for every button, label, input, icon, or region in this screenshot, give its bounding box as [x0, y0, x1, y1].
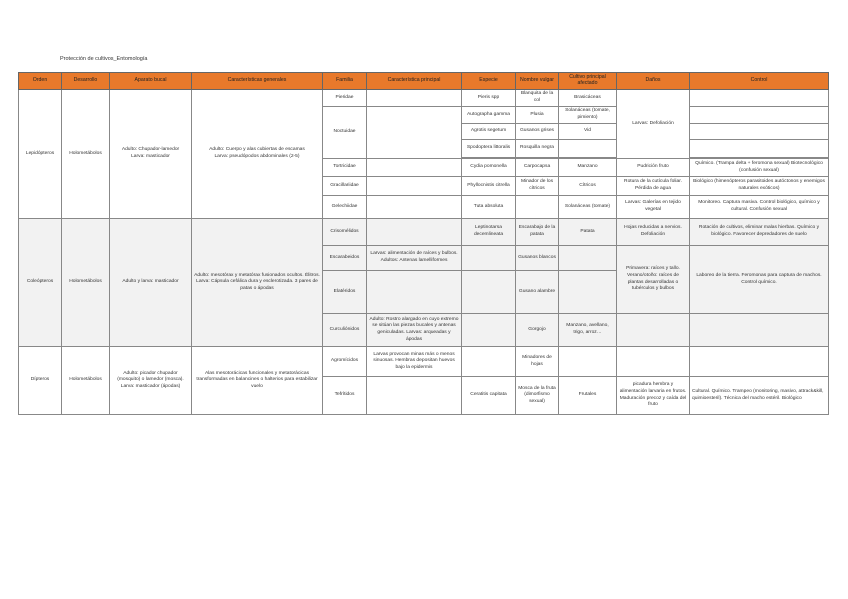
col-header[interactable]: Características generales — [192, 73, 323, 90]
cell-caracteristicas[interactable]: Alas mesotorácicas funcionales y metatorácicas transformadas en balancines o halterios para estabilizar vuelo — [192, 347, 323, 415]
page-title: Protección de cultivos_Entomología — [60, 56, 148, 62]
cell-especie[interactable]: Pieris spp — [462, 90, 516, 107]
table-row — [19, 90, 829, 107]
cell-cultivo[interactable]: Cítricos — [559, 177, 617, 196]
header-row — [19, 73, 829, 90]
cell-caracteristica[interactable] — [367, 271, 462, 314]
table-row — [19, 219, 829, 246]
cell-nombre[interactable]: Minadores de hojas — [516, 347, 559, 377]
cell-danos[interactable]: picadura hembra y alimentación larvaria en frutos. Maduración precoz y caída del fruto — [617, 377, 690, 415]
cell-especie[interactable]: Spodoptera littoralis — [462, 140, 516, 158]
cell-control[interactable] — [690, 314, 829, 347]
cell-especie[interactable] — [462, 314, 516, 347]
cell-caracteristica[interactable] — [367, 107, 462, 159]
cell-nombre[interactable] — [516, 196, 559, 219]
cell-danos[interactable]: Primavera: raíces y tallo. Verano/otoño: raíces de plantas desarrolladas o tubérculos y bulbos — [617, 246, 690, 314]
cell-nombre[interactable]: Plusia — [516, 107, 559, 124]
cell-cultivo[interactable]: Patata — [559, 219, 617, 246]
cell-control[interactable]: Biológico (himenópteros parasitoides autóctonos y enemigos naturales exóticos) — [690, 177, 829, 196]
cell-especie[interactable]: Phyllocnistis citrella — [462, 177, 516, 196]
cell-nombre[interactable]: Escarabajo de la patata — [516, 219, 559, 246]
cell-cultivo[interactable] — [559, 347, 617, 377]
cell-desarrollo[interactable]: Holometábolos — [62, 347, 110, 415]
cell-caracteristica[interactable] — [367, 177, 462, 196]
cell-especie[interactable]: Tuta absoluta — [462, 196, 516, 219]
cell-especie[interactable] — [462, 347, 516, 377]
cell-danos[interactable] — [617, 314, 690, 347]
cell-familia[interactable]: Tefrítidos — [323, 377, 367, 415]
cell-desarrollo[interactable]: Holometábolos — [62, 219, 110, 347]
table-row — [19, 347, 829, 377]
cell-aparato[interactable]: Adulto: picador chupador (mosquito) o lamedor (mosca). Larva: masticador (ápodas) — [110, 347, 192, 415]
cell-danos[interactable]: Hojas reducidas a nervios. Defoliación — [617, 219, 690, 246]
cell-control[interactable]: Químico. (Trampa delta + feromona sexual) Biotecnológico (confusión sexual) — [690, 159, 829, 177]
cell-caracteristica[interactable] — [367, 159, 462, 177]
cell-control[interactable] — [690, 140, 829, 158]
cell-especie[interactable]: Cydia pomonella — [462, 159, 516, 177]
cell-especie[interactable]: Ceratitis capitata — [462, 377, 516, 415]
cell-danos[interactable]: Larvas: Defoliación — [617, 90, 690, 159]
cell-caracteristicas[interactable]: Adulto: mesotórax y metatórax fusionados ocultos. Élitros. Larva: Cápsula cefálica dura y esclerotizada. 3 pares de patas o ápodas — [192, 219, 323, 347]
cell-caracteristica[interactable]: Adulto: Rostro alargado en cuyo extremo se sitúan las piezas bucales y antenas geniculadas. Larvas: arqueadas y ápodas — [367, 314, 462, 347]
cell-cultivo[interactable]: Vid — [559, 124, 617, 140]
col-header[interactable]: Especie — [462, 73, 516, 90]
cell-familia[interactable]: Escarabeidos — [323, 246, 367, 271]
cell-cultivo[interactable] — [559, 140, 617, 158]
cell-familia[interactable]: Agromícidos — [323, 347, 367, 377]
cell-nombre[interactable]: Mosca de la fruta (dimorfismo sexual) — [516, 377, 559, 415]
cell-danos[interactable]: Larvas: Galerías en tejido vegetal — [617, 196, 690, 219]
cell-caracteristica[interactable]: Larvas: alimentación de raíces y bulbos. Adultos: Antenas lamelliformes — [367, 246, 462, 271]
cell-orden[interactable]: Dípteros — [19, 347, 62, 415]
cell-caracteristica[interactable] — [367, 196, 462, 219]
cell-orden[interactable]: Lepidópteros — [19, 90, 62, 219]
cell-familia[interactable]: Gelechiidae — [323, 196, 367, 219]
cell-especie[interactable] — [462, 271, 516, 314]
cell-control[interactable]: Cultural. Químico. Trampeo (monitoring, masivo, attrack&kill, quimioesteril). Técnica del macho estéril. Biológico — [690, 377, 829, 415]
cell-familia[interactable]: Elatéridos — [323, 271, 367, 314]
cell-nombre[interactable]: Gusano alambre — [516, 271, 559, 314]
cell-control[interactable]: Monitoreo. Captura masiva. Control biológico, químico y cultural. Confusión sexual — [690, 196, 829, 219]
cell-nombre[interactable]: Gusanos blancos — [516, 246, 559, 271]
cell-familia[interactable]: Pieridae — [323, 90, 367, 107]
cell-danos[interactable]: Rotura de la cutícula foliar. Pérdida de agua — [617, 177, 690, 196]
cell-especie[interactable]: Agrotis segetum — [462, 124, 516, 140]
cell-danos[interactable]: Pudrición fruto — [617, 159, 690, 177]
cell-cultivo[interactable]: Solanáceas (tomate) — [559, 196, 617, 219]
col-header[interactable]: Orden — [19, 73, 62, 90]
cell-especie[interactable] — [462, 246, 516, 271]
col-header[interactable]: Daños — [617, 73, 690, 90]
cell-especie[interactable]: Autographa gamma — [462, 107, 516, 124]
col-header[interactable]: Familia — [323, 73, 367, 90]
col-header[interactable]: Característica principal — [367, 73, 462, 90]
cell-control[interactable] — [690, 124, 829, 140]
cell-orden[interactable]: Coleópteros — [19, 219, 62, 347]
cell-cultivo[interactable]: Brasicáceas — [559, 90, 617, 107]
cell-familia[interactable]: Curculiónidos — [323, 314, 367, 347]
cell-caracteristica[interactable] — [367, 90, 462, 107]
cell-caracteristicas[interactable]: Adulto: Cuerpo y alas cubiertas de escamas Larva: pseudópodos abdominales (2-5) — [192, 90, 323, 219]
cell-familia[interactable]: Crisomélidos — [323, 219, 367, 246]
entomology-table — [18, 72, 829, 415]
col-header[interactable]: Control — [690, 73, 829, 90]
cell-nombre[interactable]: Rosquilla negra — [516, 140, 559, 158]
col-header[interactable]: Desarrollo — [62, 73, 110, 90]
cell-nombre[interactable]: Carpocapsa — [516, 159, 559, 177]
cell-caracteristica[interactable] — [367, 219, 462, 246]
cell-control[interactable] — [690, 347, 829, 377]
cell-control[interactable] — [690, 107, 829, 124]
cell-cultivo[interactable] — [559, 246, 617, 271]
cell-control[interactable]: Laboreo de la tierra. Feromonas para captura de machos. Control químico. — [690, 246, 829, 314]
cell-caracteristica[interactable] — [367, 377, 462, 415]
cell-control[interactable] — [690, 90, 829, 107]
cell-danos[interactable] — [617, 347, 690, 377]
cell-nombre[interactable]: Gusanos grises — [516, 124, 559, 140]
cell-cultivo[interactable]: Solanáceas (tomate, pimiento) — [559, 107, 617, 124]
cell-aparato[interactable]: Adulto: Chupador-lamedor Larva: masticador — [110, 90, 192, 219]
cell-nombre[interactable]: Blanquita de la col — [516, 90, 559, 107]
col-header[interactable]: Cultivo principal afectado — [559, 73, 617, 90]
cell-cultivo[interactable] — [559, 271, 617, 314]
cell-caracteristica[interactable]: Larvas provocan minas más o menos sinuosas. Hembras depositan huevos bajo la epidermis — [367, 347, 462, 377]
cell-aparato[interactable]: Adulto y larva: masticador — [110, 219, 192, 347]
col-header[interactable]: Nombre vulgar — [516, 73, 559, 90]
cell-cultivo[interactable]: Frutales — [559, 377, 617, 415]
cell-familia[interactable]: Tortricidae — [323, 159, 367, 177]
cell-cultivo[interactable]: Manzano — [559, 159, 617, 177]
cell-nombre[interactable]: Gorgojo — [516, 314, 559, 347]
cell-desarrollo[interactable]: Holometábolos — [62, 90, 110, 219]
cell-control[interactable]: Rotación de cultivos, eliminar malas hierbas. Químico y biológico. Favorecer depredadores de suelo — [690, 219, 829, 246]
col-header[interactable]: Aparato bucal — [110, 73, 192, 90]
cell-especie[interactable]: Leptinotarsa decemlineata — [462, 219, 516, 246]
cell-familia[interactable]: Gracillariidae — [323, 177, 367, 196]
cell-familia[interactable]: Noctuidae — [323, 107, 367, 159]
cell-nombre[interactable]: Minador de los cítricos — [516, 177, 559, 196]
cell-cultivo[interactable]: Manzano, avellano, trigo, arroz… — [559, 314, 617, 347]
